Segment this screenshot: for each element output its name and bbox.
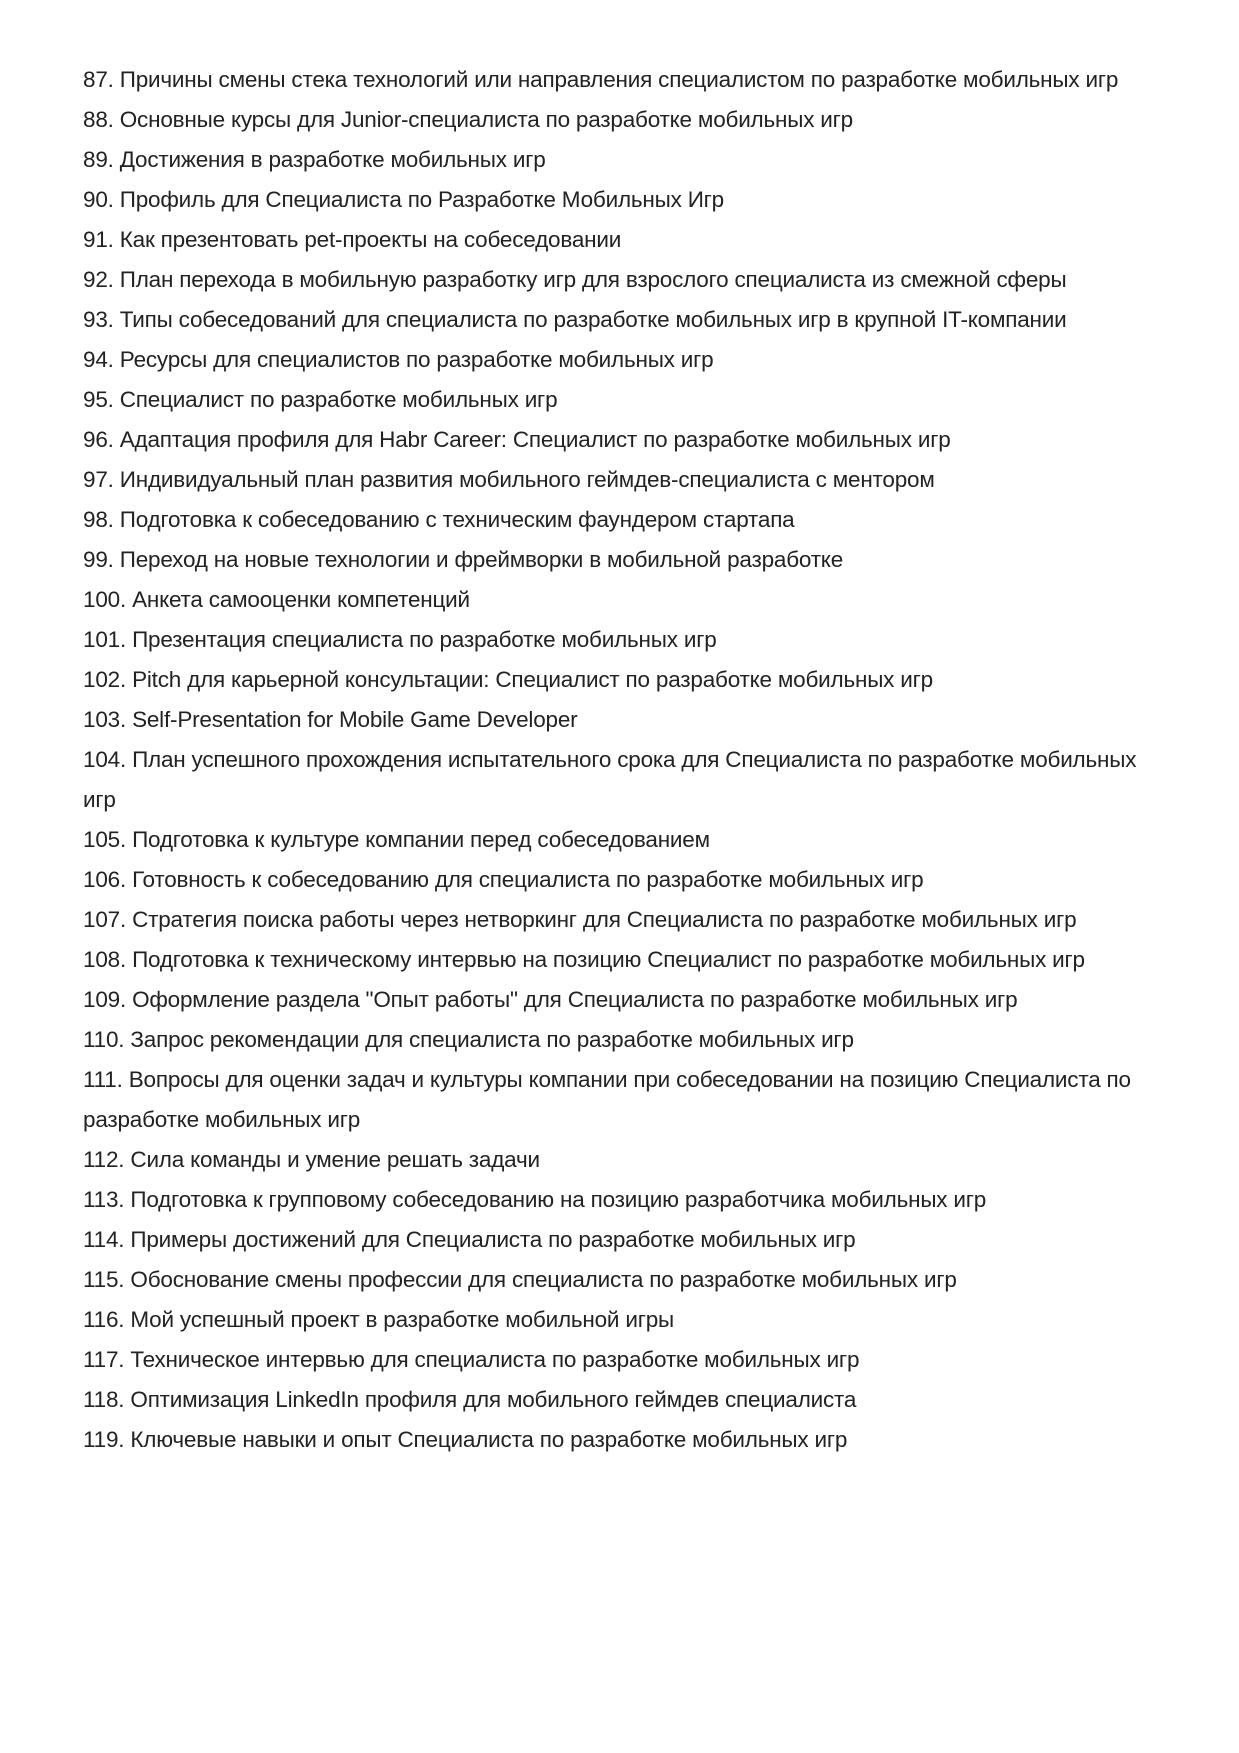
list-item-text: Подготовка к собеседованию с техническим фаундером стартапа xyxy=(119,507,795,532)
list-item-text: Запрос рекомендации для специалиста по разработке мобильных игр xyxy=(130,1027,854,1052)
list-item-text: Примеры достижений для Специалиста по разработке мобильных игр xyxy=(130,1227,856,1252)
list-item-text: Техническое интервью для специалиста по разработке мобильных игр xyxy=(130,1347,860,1372)
list-item xyxy=(83,900,1163,940)
list-item xyxy=(83,940,1163,980)
list-item-number: 116. xyxy=(83,1307,125,1332)
list-item xyxy=(83,820,1163,860)
list-item xyxy=(83,340,1163,380)
list-item xyxy=(83,300,1163,340)
list-item xyxy=(83,540,1163,580)
list-item-text: План успешного прохождения испытательного срока для Специалиста по разработке мобильных игр xyxy=(83,747,1137,812)
list-item-number: 99. xyxy=(83,547,114,572)
list-item-text: Типы собеседований для специалиста по разработке мобильных игр в крупной IT-компании xyxy=(119,307,1067,332)
list-item-text: Основные курсы для Junior-специалиста по разработке мобильных игр xyxy=(119,107,853,132)
list-item-text: Подготовка к культуре компании перед собеседованием xyxy=(132,827,710,852)
list-item-number: 104. xyxy=(83,747,126,772)
list-item xyxy=(83,180,1163,220)
list-item-number: 93. xyxy=(83,307,114,332)
list-item-number: 87. xyxy=(83,67,114,92)
list-item-text: Переход на новые технологии и фреймворки в мобильной разработке xyxy=(119,547,844,572)
list-item xyxy=(83,740,1163,820)
list-item-number: 119. xyxy=(83,1427,125,1452)
list-item-text: Профиль для Специалиста по Разработке Мобильных Игр xyxy=(119,187,724,212)
list-item-text: Стратегия поиска работы через нетворкинг для Специалиста по разработке мобильных игр xyxy=(132,907,1077,932)
list-item-number: 96. xyxy=(83,427,114,452)
list-item-text: Вопросы для оценки задач и культуры компании при собеседовании на позицию Специалиста по разработке мобильных игр xyxy=(83,1067,1131,1132)
list-item-number: 94. xyxy=(83,347,114,372)
list-item-number: 100. xyxy=(83,587,126,612)
numbered-list xyxy=(83,60,1163,1460)
list-item xyxy=(83,460,1163,500)
list-item-text: Обоснование смены профессии для специалиста по разработке мобильных игр xyxy=(130,1267,957,1292)
list-item-number: 89. xyxy=(83,147,114,172)
list-item xyxy=(83,260,1163,300)
list-item-text: Презентация специалиста по разработке мобильных игр xyxy=(132,627,717,652)
list-item-text: Готовность к собеседованию для специалиста по разработке мобильных игр xyxy=(132,867,924,892)
list-item xyxy=(83,620,1163,660)
list-item-text: Достижения в разработке мобильных игр xyxy=(119,147,546,172)
list-item-text: Анкета самооценки компетенций xyxy=(132,587,470,612)
list-item xyxy=(83,580,1163,620)
list-item-text: Адаптация профиля для Habr Career: Специалист по разработке мобильных игр xyxy=(119,427,951,452)
list-item xyxy=(83,380,1163,420)
list-item-number: 112. xyxy=(83,1147,125,1172)
list-item-text: Сила команды и умение решать задачи xyxy=(130,1147,540,1172)
list-item-text: Ключевые навыки и опыт Специалиста по разработке мобильных игр xyxy=(130,1427,848,1452)
list-item xyxy=(83,1300,1163,1340)
list-item xyxy=(83,980,1163,1020)
list-item xyxy=(83,140,1163,180)
list-item-number: 103. xyxy=(83,707,126,732)
list-item xyxy=(83,660,1163,700)
list-item-number: 105. xyxy=(83,827,126,852)
list-item-number: 98. xyxy=(83,507,114,532)
list-item-number: 109. xyxy=(83,987,126,1012)
list-item xyxy=(83,100,1163,140)
list-item-text: Pitch для карьерной консультации: Специалист по разработке мобильных игр xyxy=(132,667,933,692)
list-item xyxy=(83,700,1163,740)
list-item xyxy=(83,1180,1163,1220)
list-item-text: Оптимизация LinkedIn профиля для мобильного геймдев специалиста xyxy=(130,1387,857,1412)
list-item-text: Как презентовать pet-проекты на собеседовании xyxy=(119,227,622,252)
list-item xyxy=(83,1060,1163,1140)
list-item xyxy=(83,60,1163,100)
list-item-number: 111. xyxy=(83,1067,123,1092)
list-item-number: 115. xyxy=(83,1267,125,1292)
list-item-number: 97. xyxy=(83,467,114,492)
list-item-number: 114. xyxy=(83,1227,125,1252)
list-item-text: Ресурсы для специалистов по разработке мобильных игр xyxy=(119,347,714,372)
list-item xyxy=(83,420,1163,460)
list-item-text: Оформление раздела "Опыт работы" для Специалиста по разработке мобильных игр xyxy=(132,987,1018,1012)
list-item xyxy=(83,860,1163,900)
list-item xyxy=(83,1380,1163,1420)
list-item-number: 117. xyxy=(83,1347,125,1372)
list-item-number: 91. xyxy=(83,227,114,252)
list-item xyxy=(83,1220,1163,1260)
document-page xyxy=(83,60,1163,1460)
list-item-text: Мой успешный проект в разработке мобильной игры xyxy=(130,1307,675,1332)
list-item-text: Индивидуальный план развития мобильного геймдев-специалиста с ментором xyxy=(119,467,935,492)
list-item-text: Подготовка к групповому собеседованию на позицию разработчика мобильных игр xyxy=(130,1187,987,1212)
list-item-number: 106. xyxy=(83,867,126,892)
list-item xyxy=(83,1020,1163,1060)
list-item xyxy=(83,1420,1163,1460)
list-item-number: 107. xyxy=(83,907,126,932)
list-item-text: Специалист по разработке мобильных игр xyxy=(119,387,558,412)
list-item xyxy=(83,1140,1163,1180)
list-item xyxy=(83,220,1163,260)
list-item-text: Подготовка к техническому интервью на позицию Специалист по разработке мобильных игр xyxy=(132,947,1085,972)
list-item-text: Причины смены стека технологий или направления специалистом по разработке мобильных игр xyxy=(119,67,1119,92)
list-item xyxy=(83,500,1163,540)
list-item-number: 118. xyxy=(83,1387,125,1412)
list-item-number: 95. xyxy=(83,387,114,412)
list-item-number: 88. xyxy=(83,107,114,132)
list-item-number: 113. xyxy=(83,1187,125,1212)
list-item-number: 102. xyxy=(83,667,126,692)
list-item-number: 101. xyxy=(83,627,126,652)
list-item-number: 92. xyxy=(83,267,114,292)
list-item xyxy=(83,1260,1163,1300)
list-item-text: Self-Presentation for Mobile Game Developer xyxy=(132,707,578,732)
list-item xyxy=(83,1340,1163,1380)
list-item-number: 108. xyxy=(83,947,126,972)
list-item-number: 90. xyxy=(83,187,114,212)
list-item-text: План перехода в мобильную разработку игр для взрослого специалиста из смежной сферы xyxy=(119,267,1067,292)
list-item-number: 110. xyxy=(83,1027,125,1052)
